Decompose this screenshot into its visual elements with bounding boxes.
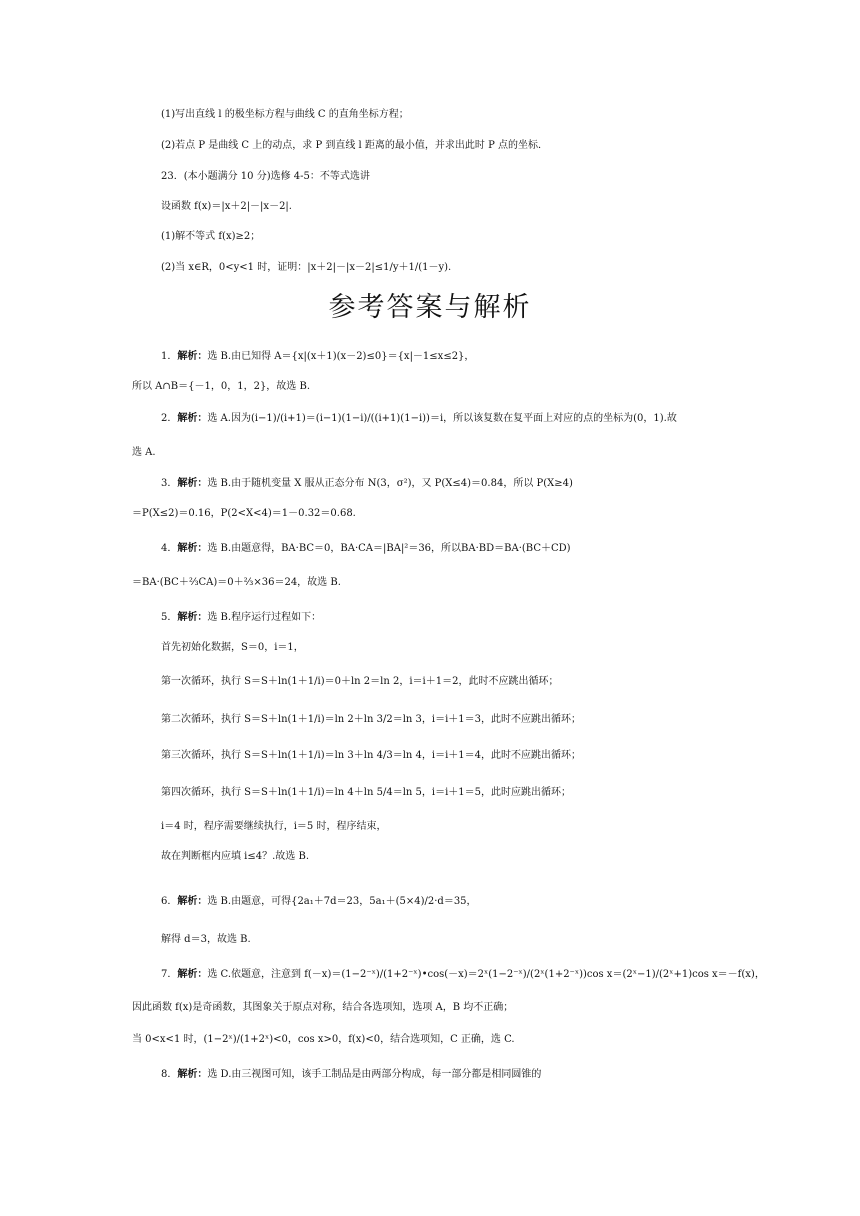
answer-line bbox=[0, 816, 860, 838]
answer-label: 解析： bbox=[177, 478, 208, 489]
answer-label: 解析： bbox=[177, 969, 208, 980]
answer-text: 解得 d＝3，故选 B. bbox=[161, 934, 251, 945]
answer-line bbox=[0, 1029, 860, 1051]
answer-number: 1． bbox=[161, 351, 178, 362]
answer-line bbox=[0, 408, 860, 430]
answer-text: 选 B.由题意，可得{2a₁＋7d＝23，5a₁＋(5×4)/2·d＝35， bbox=[207, 896, 477, 907]
answer-label: 解析： bbox=[177, 413, 208, 424]
answer-text: ＝BA·(BC＋⅔CA)＝0＋⅔×36＝24，故选 B. bbox=[132, 577, 341, 588]
answer-text: 第三次循环，执行 S＝S＋ln(1＋1/i)＝ln 3＋ln 4/3＝ln 4，i＝i＋1＝4，此时不应跳出循环； bbox=[161, 750, 582, 761]
answer-text: 第一次循环，执行 S＝S＋ln(1＋1/i)＝0＋ln 2＝ln 2，i＝i＋1＝2，此时不应跳出循环； bbox=[161, 676, 559, 687]
answer-text: 第二次循环，执行 S＝S＋ln(1＋1/i)＝ln 2＋ln 3/2＝ln 3，i＝i＋1＝3，此时不应跳出循环； bbox=[161, 714, 582, 725]
answer-line bbox=[0, 997, 860, 1019]
answer-label: 解析： bbox=[177, 351, 208, 362]
answer-line bbox=[0, 929, 860, 951]
answer-text: 第四次循环，执行 S＝S＋ln(1＋1/i)＝ln 4＋ln 5/4＝ln 5，i＝i＋1＝5，此时应跳出循环； bbox=[161, 787, 572, 798]
answer-text: i＝4 时，程序需要继续执行，i＝5 时，程序结束， bbox=[161, 821, 387, 832]
answer-text: 因此函数 f(x)是奇函数，其图象关于原点对称，结合各选项知，选项 A，B 均不正确； bbox=[132, 1002, 514, 1013]
question-line-5: (1)解不等式 f(x)≥2； bbox=[161, 231, 261, 242]
answer-text: 所以 A∩B＝{－1，0，1，2}，故选 B. bbox=[132, 381, 311, 392]
answer-line bbox=[0, 376, 860, 398]
answer-line bbox=[0, 473, 860, 495]
answer-line bbox=[0, 1064, 860, 1086]
answer-line bbox=[0, 607, 860, 629]
answer-text: 选 B.由已知得 A＝{x|(x＋1)(x－2)≤0}＝{x|－1≤x≤2}， bbox=[207, 351, 475, 362]
answer-number: 5． bbox=[161, 612, 178, 623]
question-line-6: (2)当 x∈R，0<y<1 时，证明：|x＋2|－|x－2|≤1/y＋1/(1－y). bbox=[161, 262, 452, 273]
answer-line bbox=[0, 709, 860, 731]
answer-line bbox=[0, 503, 860, 525]
question-line-2: (2)若点 P 是曲线 C 上的动点，求 P 到直线 l 距离的最小值，并求出此时 P 点的坐标． bbox=[161, 140, 548, 151]
answer-number: 3． bbox=[161, 478, 178, 489]
answer-text: 选 B.由于随机变量 X 服从正态分布 N(3，σ²)，又 P(X≤4)＝0.84，所以 P(X≥4) bbox=[207, 478, 573, 489]
answer-number: 8． bbox=[161, 1069, 178, 1080]
answer-text: 首先初始化数据，S＝0，i＝1， bbox=[161, 642, 304, 653]
answer-label: 解析： bbox=[177, 896, 208, 907]
answer-line bbox=[0, 891, 860, 913]
answer-text: 选 D.由三视图可知，该手工制品是由两部分构成，每一部分都是相同圆锥的 bbox=[207, 1069, 542, 1080]
answer-text: 选 B.程序运行过程如下： bbox=[207, 612, 322, 623]
answer-line bbox=[0, 346, 860, 368]
answer-line bbox=[0, 782, 860, 804]
answers-heading: 参考答案与解析 bbox=[328, 292, 532, 323]
answer-text: 选 A.因为(i−1)/(i+1)＝(i−1)(1−i)/((i+1)(1−i))＝i，所以该复数在复平面上对应的点的坐标为(0，1).故 bbox=[207, 413, 677, 424]
answer-text: 选 B.由题意得，BA·BC＝0，BA·CA＝|BA|²＝36，所以BA·BD＝BA·(BC＋CD) bbox=[207, 543, 571, 554]
question-line-1: (1)写出直线 l 的极坐标方程与曲线 C 的直角坐标方程； bbox=[161, 109, 409, 120]
answer-number: 7． bbox=[161, 969, 178, 980]
question-23-title: 23．(本小题满分 10 分)选修 4-5：不等式选讲 bbox=[161, 171, 370, 182]
answer-line bbox=[0, 671, 860, 693]
answer-label: 解析： bbox=[177, 1069, 208, 1080]
answer-label: 解析： bbox=[177, 612, 208, 623]
answer-label: 解析： bbox=[177, 543, 208, 554]
answer-number: 4． bbox=[161, 543, 178, 554]
answer-line bbox=[0, 442, 860, 464]
answer-number: 6． bbox=[161, 896, 178, 907]
answer-text: 故在判断框内应填 i≤4？.故选 B. bbox=[161, 851, 310, 862]
answer-text: 选 C.依题意，注意到 f(－x)＝(1−2⁻ˣ)/(1+2⁻ˣ)•cos(－x)＝2ˣ(1−2⁻ˣ)/(2ˣ(1+2⁻ˣ))cos x＝(2ˣ−1)/(2ˣ+1)cos x＝－f(x)， bbox=[207, 969, 765, 980]
answer-line bbox=[0, 846, 860, 868]
answer-line bbox=[0, 538, 860, 560]
answer-line bbox=[0, 572, 860, 594]
answer-text: 当 0<x<1 时，(1−2ˣ)/(1+2ˣ)<0，cos x>0，f(x)<0，结合选项知，C 正确，选 C. bbox=[132, 1034, 515, 1045]
answer-line bbox=[0, 964, 860, 986]
answer-text: 选 A. bbox=[132, 447, 156, 458]
answer-text: ＝P(X≤2)＝0.16，P(2<X<4)＝1－0.32＝0.68. bbox=[132, 508, 356, 519]
answer-line bbox=[0, 637, 860, 659]
answer-number: 2． bbox=[161, 413, 178, 424]
question-line-4: 设函数 f(x)＝|x＋2|－|x－2|. bbox=[161, 201, 292, 212]
answer-line bbox=[0, 745, 860, 767]
